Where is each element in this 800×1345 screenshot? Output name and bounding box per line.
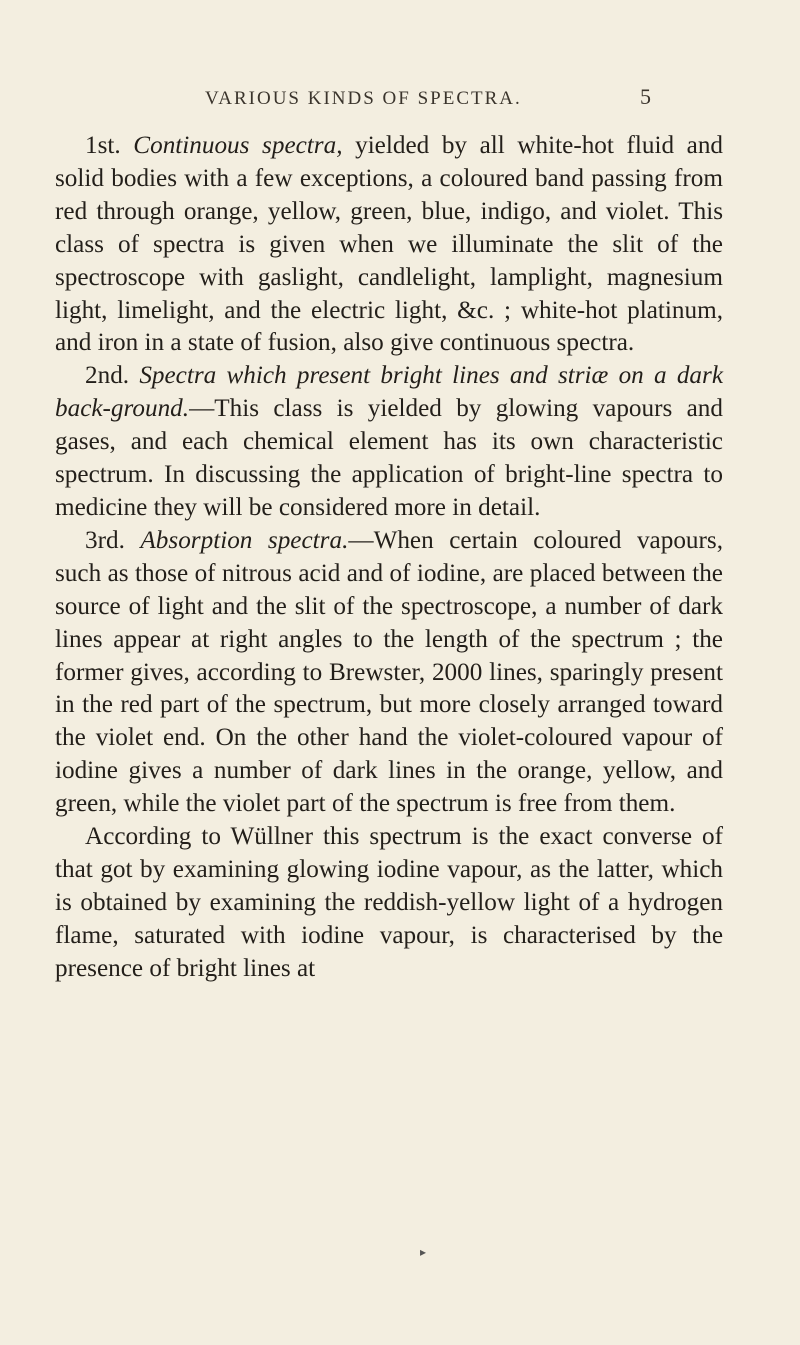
paragraph-text: —This class is yielded by glowing vapours and gases, and each chemical element has its own characteristic spectrum. In discussing the application of bright-line spectra to medicine they will be considered more in detail. [55, 395, 723, 521]
section-title-bright-line-spectra: Spectra which present bright lines and striæ on a dark back-ground. [55, 362, 723, 423]
paragraph-text: According to Wüllner this spectrum is the exact converse of that got by examining glowing iodine vapour, as the latter, which is obtained by examining the reddish-yellow light of a hydrogen flame, saturated with iodine vapour, is characterised by the presence of bright lines at [55, 823, 723, 982]
paragraph-text: yielded by all white-hot fluid and solid bodies with a few exceptions, a coloured band passing from red through orange, yellow, green, blue, indigo, and violet. This class of spectra is given when we illuminate the slit of the spectroscope with gaslight, candlelight, lamplight, magnesium light, limelight, and the electric light, &c. ; white-hot platinum, and iron in a state of fusion, also give continuous spectra. [55, 132, 724, 357]
paragraph-absorption-spectra [55, 525, 723, 821]
page-number: 5 [640, 84, 651, 109]
paragraph-lead: 2nd. [85, 362, 130, 390]
footer-mark: ▸ [420, 1245, 427, 1259]
paragraph-wullner [55, 821, 723, 986]
body-text [55, 130, 723, 986]
section-title-continuous-spectra: Continuous spectra, [133, 132, 343, 159]
section-title-absorption-spectra: Absorption spectra. [140, 526, 349, 554]
paragraph-bright-line-spectra [55, 360, 723, 525]
paragraph-lead: 3rd. [85, 526, 125, 554]
paragraph-lead: 1st. [85, 132, 121, 159]
paragraph-text: —When certain coloured vapours, such as those of nitrous acid and of iodine, are placed between the source of light and the slit of the spectroscope, a number of dark lines appear at right angles to the length of the spectrum ; the former gives, according to Brewster, 2000 lines, sparingly present in the red part of the spectrum, but more closely arranged toward the violet end. On the other hand the violet-coloured vapour of iodine gives a number of dark lines in the orange, yellow, and green, while the violet part of the spectrum is free from them. [55, 526, 724, 818]
paragraph-continuous-spectra [55, 130, 723, 360]
running-title: VARIOUS KINDS OF SPECTRA. [205, 88, 522, 109]
